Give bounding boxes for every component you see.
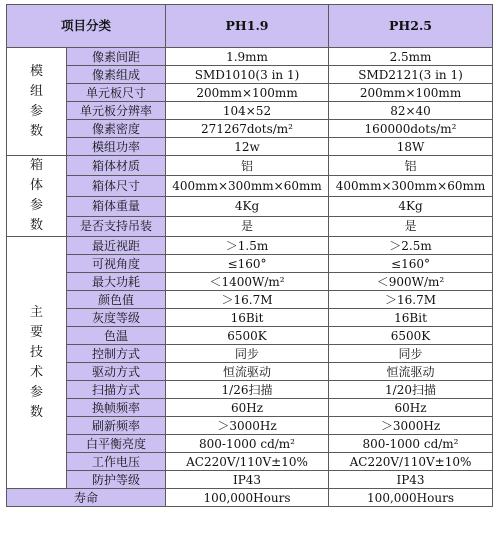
- table-row: [7, 345, 493, 363]
- model-header-1: PH1.9: [166, 5, 329, 48]
- param-value-ph2-5: ＞3000Hz: [329, 417, 493, 435]
- param-value-ph2-5: 16Bit: [329, 309, 493, 327]
- param-value-ph2-5: 2.5mm: [329, 48, 493, 66]
- param-value-ph1-9: 1.9mm: [166, 48, 329, 66]
- param-label: 箱体材质: [67, 156, 166, 176]
- table-row: [7, 138, 493, 156]
- header-row: [7, 5, 493, 48]
- param-value-ph2-5: 同步: [329, 345, 493, 363]
- param-label: 可视角度: [67, 255, 166, 273]
- param-value-ph2-5: 4Kg: [329, 196, 493, 216]
- model-header-2: PH2.5: [329, 5, 493, 48]
- table-row: [7, 102, 493, 120]
- table-row: [7, 156, 493, 176]
- param-value-ph1-9: 恒流驱动: [166, 363, 329, 381]
- param-value-ph1-9: 铝: [166, 156, 329, 176]
- param-value-ph2-5: 400mm×300mm×60mm: [329, 176, 493, 196]
- param-value-ph1-9: AC220V/110V±10%: [166, 453, 329, 471]
- spec-table: [6, 4, 493, 507]
- table-row: [7, 309, 493, 327]
- param-value-ph2-5: 60Hz: [329, 399, 493, 417]
- spec-table-body: [7, 5, 493, 507]
- param-value-ph1-9: 100,000Hours: [166, 489, 329, 507]
- table-row: [7, 327, 493, 345]
- param-value-ph1-9: ＜1400W/m²: [166, 273, 329, 291]
- category-header: 项目分类: [7, 5, 166, 48]
- param-value-ph1-9: 104×52: [166, 102, 329, 120]
- table-row: [7, 399, 493, 417]
- param-value-ph1-9: ＞1.5m: [166, 237, 329, 255]
- param-value-ph2-5: 18W: [329, 138, 493, 156]
- param-value-ph2-5: ＜900W/m²: [329, 273, 493, 291]
- param-value-ph1-9: 800-1000 cd/m²: [166, 435, 329, 453]
- group-label-text: 箱体参数: [29, 158, 43, 233]
- param-label: 换帧频率: [67, 399, 166, 417]
- param-label: 是否支持吊装: [67, 216, 166, 236]
- param-value-ph2-5: 1/20扫描: [329, 381, 493, 399]
- table-row: [7, 176, 493, 196]
- param-label: 像素组成: [67, 66, 166, 84]
- table-row: [7, 489, 493, 507]
- param-value-ph1-9: 12w: [166, 138, 329, 156]
- param-value-ph1-9: 6500K: [166, 327, 329, 345]
- group-label: [7, 48, 67, 156]
- param-label: 箱体重量: [67, 196, 166, 216]
- param-value-ph2-5: IP43: [329, 471, 493, 489]
- param-value-ph2-5: 是: [329, 216, 493, 236]
- param-label: 色温: [67, 327, 166, 345]
- param-value-ph1-9: 是: [166, 216, 329, 236]
- param-value-ph1-9: 200mm×100mm: [166, 84, 329, 102]
- param-value-ph2-5: 6500K: [329, 327, 493, 345]
- param-value-ph2-5: ＞2.5m: [329, 237, 493, 255]
- table-row: [7, 291, 493, 309]
- param-value-ph2-5: ≤160°: [329, 255, 493, 273]
- param-value-ph2-5: 160000dots/m²: [329, 120, 493, 138]
- param-value-ph1-9: 271267dots/m²: [166, 120, 329, 138]
- param-label: 扫描方式: [67, 381, 166, 399]
- param-label: 白平衡亮度: [67, 435, 166, 453]
- group-label-text: 主要技术参数: [29, 304, 43, 420]
- table-row: [7, 120, 493, 138]
- param-value-ph2-5: AC220V/110V±10%: [329, 453, 493, 471]
- param-label: 单元板尺寸: [67, 84, 166, 102]
- param-value-ph1-9: ＞16.7M: [166, 291, 329, 309]
- param-label: 刷新频率: [67, 417, 166, 435]
- param-value-ph1-9: 1/26扫描: [166, 381, 329, 399]
- table-row: [7, 48, 493, 66]
- param-value-ph2-5: 82×40: [329, 102, 493, 120]
- param-value-ph2-5: 100,000Hours: [329, 489, 493, 507]
- table-row: [7, 363, 493, 381]
- table-row: [7, 196, 493, 216]
- param-value-ph1-9: ＞3000Hz: [166, 417, 329, 435]
- param-label: 防护等级: [67, 471, 166, 489]
- table-row: [7, 237, 493, 255]
- param-label: 像素间距: [67, 48, 166, 66]
- param-value-ph2-5: ＞16.7M: [329, 291, 493, 309]
- table-row: [7, 273, 493, 291]
- param-label: 像素密度: [67, 120, 166, 138]
- param-value-ph1-9: IP43: [166, 471, 329, 489]
- group-label: [7, 237, 67, 489]
- param-label: 灰度等级: [67, 309, 166, 327]
- table-row: [7, 453, 493, 471]
- param-value-ph2-5: 800-1000 cd/m²: [329, 435, 493, 453]
- group-label-text: 模组参数: [29, 63, 43, 139]
- param-value-ph1-9: 16Bit: [166, 309, 329, 327]
- param-label: 驱动方式: [67, 363, 166, 381]
- param-label: 寿命: [7, 489, 166, 507]
- table-row: [7, 471, 493, 489]
- param-label: 控制方式: [67, 345, 166, 363]
- table-row: [7, 216, 493, 236]
- param-value-ph1-9: ≤160°: [166, 255, 329, 273]
- param-label: 最近视距: [67, 237, 166, 255]
- param-value-ph1-9: 60Hz: [166, 399, 329, 417]
- param-label: 最大功耗: [67, 273, 166, 291]
- param-value-ph2-5: SMD2121(3 in 1): [329, 66, 493, 84]
- param-value-ph1-9: SMD1010(3 in 1): [166, 66, 329, 84]
- param-label: 模组功率: [67, 138, 166, 156]
- param-value-ph1-9: 同步: [166, 345, 329, 363]
- group-label: [7, 156, 67, 237]
- table-row: [7, 255, 493, 273]
- param-value-ph2-5: 铝: [329, 156, 493, 176]
- table-row: [7, 435, 493, 453]
- param-value-ph2-5: 恒流驱动: [329, 363, 493, 381]
- table-row: [7, 417, 493, 435]
- param-label: 工作电压: [67, 453, 166, 471]
- table-row: [7, 84, 493, 102]
- table-row: [7, 381, 493, 399]
- param-value-ph2-5: 200mm×100mm: [329, 84, 493, 102]
- param-label: 箱体尺寸: [67, 176, 166, 196]
- param-label: 单元板分辨率: [67, 102, 166, 120]
- param-label: 颜色值: [67, 291, 166, 309]
- param-value-ph1-9: 400mm×300mm×60mm: [166, 176, 329, 196]
- param-value-ph1-9: 4Kg: [166, 196, 329, 216]
- table-row: [7, 66, 493, 84]
